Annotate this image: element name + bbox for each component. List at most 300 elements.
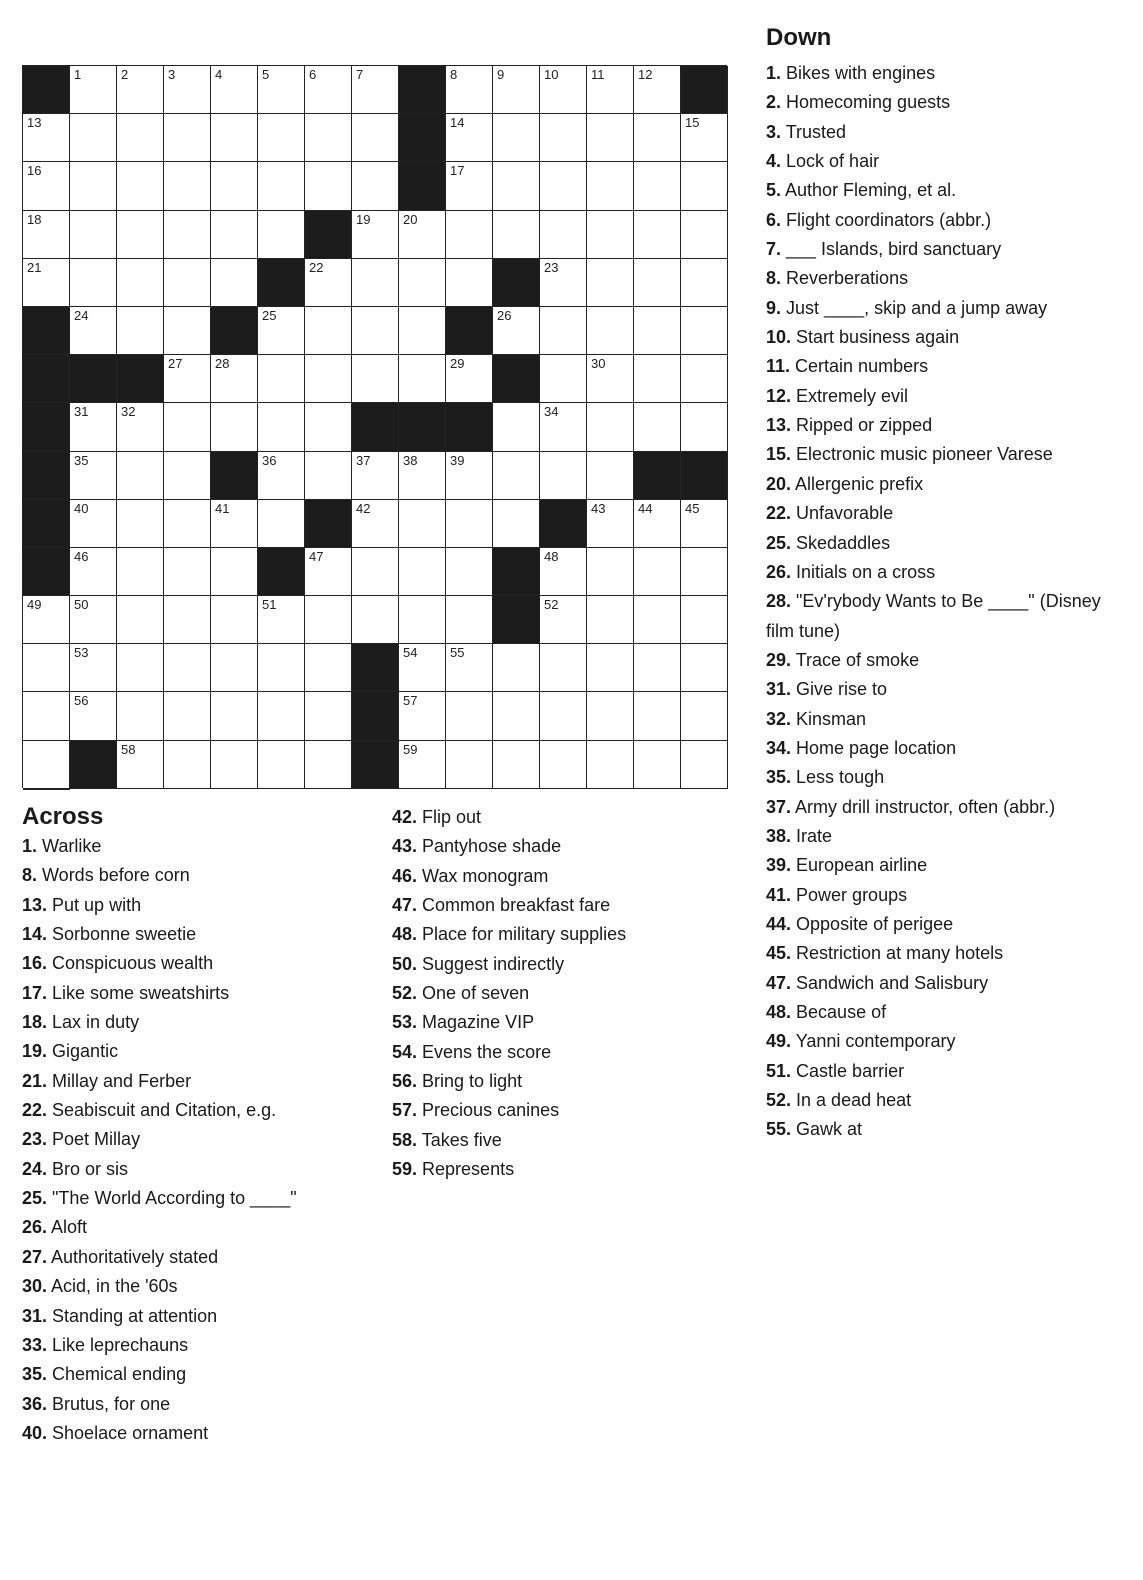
grid-cell[interactable] [211, 403, 258, 451]
clue-text: Skedaddles [791, 532, 891, 553]
grid-cell[interactable] [587, 307, 634, 355]
cell-number: 53 [74, 645, 89, 661]
grid-cell[interactable] [399, 596, 446, 644]
grid-cell[interactable] [258, 211, 305, 259]
grid-cell[interactable] [540, 548, 587, 596]
grid-cell[interactable] [634, 307, 681, 355]
clue-number: 22. [766, 503, 792, 524]
grid-cell[interactable] [164, 452, 211, 500]
grid-cell[interactable] [399, 741, 446, 789]
grid-cell[interactable] [258, 66, 305, 114]
grid-cell[interactable] [587, 596, 634, 644]
clue-number: 38. [766, 825, 792, 846]
grid-cell[interactable] [681, 114, 728, 162]
grid-cell[interactable] [352, 66, 399, 114]
cell-number: 49 [27, 597, 42, 613]
grid-cell[interactable] [493, 741, 540, 789]
grid-cell[interactable] [164, 355, 211, 403]
clue-text: Bro or sis [47, 1158, 129, 1179]
cell-number: 55 [450, 645, 465, 661]
grid-cell[interactable] [117, 452, 164, 500]
across-clue [392, 1038, 626, 1067]
grid-cell[interactable] [117, 741, 164, 789]
grid-cell[interactable] [117, 114, 164, 162]
grid-cell[interactable] [587, 259, 634, 307]
grid-cell[interactable] [211, 259, 258, 307]
clue-number: 32. [766, 708, 792, 729]
grid-cell[interactable] [446, 66, 493, 114]
grid-cell[interactable] [493, 162, 540, 210]
clue-text: Because of [791, 1002, 887, 1022]
grid-cell[interactable] [399, 259, 446, 307]
across-clue [22, 1184, 297, 1213]
grid-cell[interactable] [681, 259, 728, 307]
grid-cell[interactable] [634, 66, 681, 114]
grid-cell[interactable] [540, 114, 587, 162]
grid-cell[interactable] [587, 211, 634, 259]
grid-cell[interactable] [70, 211, 117, 259]
down-clue [766, 1057, 1126, 1086]
grid-cell[interactable] [258, 596, 305, 644]
grid-cell[interactable] [117, 66, 164, 114]
grid-cell[interactable] [634, 500, 681, 548]
grid-cell[interactable] [681, 692, 728, 740]
grid-cell[interactable] [540, 692, 587, 740]
down-clue [766, 910, 1126, 939]
across-clue [22, 1213, 297, 1242]
grid-cell[interactable] [493, 307, 540, 355]
down-clue [766, 264, 1126, 293]
grid-cell[interactable] [70, 114, 117, 162]
grid-cell[interactable] [634, 403, 681, 451]
grid-cell[interactable] [587, 500, 634, 548]
grid-cell[interactable] [258, 403, 305, 451]
grid-cell[interactable] [446, 452, 493, 500]
crossword-grid [22, 65, 727, 788]
grid-cell[interactable] [681, 211, 728, 259]
grid-cell[interactable] [70, 162, 117, 210]
grid-cell[interactable] [117, 162, 164, 210]
grid-cell[interactable] [587, 692, 634, 740]
grid-cell[interactable] [352, 548, 399, 596]
clue-text: One of seven [417, 983, 530, 1004]
across-clue [392, 920, 626, 949]
cell-number: 58 [121, 741, 136, 757]
clue-number: 22. [22, 1100, 48, 1121]
grid-cell[interactable] [681, 548, 728, 596]
grid-cell[interactable] [305, 259, 352, 307]
grid-cell[interactable] [117, 596, 164, 644]
cell-number: 21 [27, 259, 42, 275]
grid-cell[interactable] [352, 307, 399, 355]
clue-number: 23. [22, 1129, 48, 1150]
clue-text: Opposite of perigee [791, 913, 954, 934]
grid-cell[interactable] [258, 452, 305, 500]
grid-cell[interactable] [211, 548, 258, 596]
grid-cell[interactable] [305, 162, 352, 210]
grid-cell[interactable] [258, 162, 305, 210]
grid-cell[interactable] [540, 355, 587, 403]
grid-cell[interactable] [446, 211, 493, 259]
grid-cell[interactable] [587, 741, 634, 789]
cell-number: 45 [685, 500, 700, 516]
grid-cell[interactable] [446, 692, 493, 740]
grid-cell[interactable] [540, 66, 587, 114]
clue-number: 8. [22, 865, 38, 886]
across-clue [392, 979, 626, 1008]
grid-cell[interactable] [23, 162, 70, 210]
grid-cell[interactable] [23, 596, 70, 644]
across-clue [22, 1067, 297, 1096]
grid-cell[interactable] [634, 692, 681, 740]
grid-cell[interactable] [634, 162, 681, 210]
grid-cell[interactable] [211, 692, 258, 740]
grid-cell[interactable] [587, 548, 634, 596]
cell-number: 37 [356, 452, 371, 468]
grid-cell[interactable] [681, 644, 728, 692]
grid-cell[interactable] [446, 114, 493, 162]
grid-cell[interactable] [211, 741, 258, 789]
clue-number: 27. [22, 1246, 48, 1267]
clue-number: 3. [766, 121, 782, 142]
grid-cell[interactable] [399, 355, 446, 403]
cell-number: 3 [168, 67, 176, 82]
cell-number: 36 [262, 452, 277, 468]
grid-cell[interactable] [587, 452, 634, 500]
grid-cell[interactable] [117, 548, 164, 596]
clue-text: Bikes with engines [781, 63, 936, 83]
clue-text: Sandwich and Salisbury [791, 972, 989, 993]
grid-cell[interactable] [352, 596, 399, 644]
grid-cell[interactable] [211, 162, 258, 210]
cell-number: 8 [450, 67, 458, 82]
cell-number: 54 [403, 645, 418, 661]
clue-text: Lock of hair [781, 151, 880, 172]
down-clue [766, 147, 1126, 176]
grid-cell[interactable] [117, 500, 164, 548]
grid-cell[interactable] [540, 596, 587, 644]
down-clue [766, 88, 1126, 117]
grid-cell[interactable] [634, 355, 681, 403]
grid-block [211, 307, 258, 355]
grid-block [399, 403, 446, 451]
grid-cell[interactable] [164, 162, 211, 210]
grid-cell[interactable] [634, 596, 681, 644]
grid-cell[interactable] [258, 114, 305, 162]
grid-cell[interactable] [634, 644, 681, 692]
clue-number: 5. [766, 180, 782, 201]
across-clue [22, 1037, 297, 1066]
grid-cell[interactable] [211, 644, 258, 692]
grid-cell[interactable] [587, 66, 634, 114]
grid-cell[interactable] [540, 211, 587, 259]
cell-number: 23 [544, 259, 559, 275]
clue-number: 51. [766, 1060, 792, 1081]
grid-cell[interactable] [164, 114, 211, 162]
grid-cell[interactable] [305, 692, 352, 740]
grid-cell[interactable] [117, 403, 164, 451]
clue-number: 31. [22, 1305, 48, 1326]
grid-cell[interactable] [540, 403, 587, 451]
down-clue [766, 734, 1126, 763]
down-clue [766, 352, 1126, 381]
down-clue [766, 1115, 1126, 1144]
grid-block [23, 355, 70, 403]
grid-cell[interactable] [540, 162, 587, 210]
grid-cell[interactable] [493, 114, 540, 162]
grid-cell[interactable] [211, 114, 258, 162]
grid-cell[interactable] [70, 259, 117, 307]
grid-cell[interactable] [399, 307, 446, 355]
grid-cell[interactable] [587, 644, 634, 692]
cell-number: 17 [450, 163, 465, 179]
grid-cell[interactable] [164, 307, 211, 355]
grid-cell[interactable] [211, 500, 258, 548]
grid-cell[interactable] [164, 548, 211, 596]
grid-cell[interactable] [164, 66, 211, 114]
clue-text: Flip out [417, 807, 482, 827]
grid-cell[interactable] [681, 162, 728, 210]
grid-cell[interactable] [305, 403, 352, 451]
grid-cell[interactable] [305, 548, 352, 596]
across-clue [22, 1155, 297, 1184]
grid-cell[interactable] [540, 452, 587, 500]
clue-text: Yanni contemporary [791, 1031, 956, 1052]
clue-number: 8. [766, 268, 782, 289]
grid-cell[interactable] [305, 741, 352, 789]
grid-cell[interactable] [352, 355, 399, 403]
grid-cell[interactable] [540, 259, 587, 307]
clue-number: 30. [22, 1276, 48, 1297]
grid-cell[interactable] [258, 644, 305, 692]
clue-number: 17. [22, 982, 48, 1003]
grid-cell[interactable] [258, 355, 305, 403]
grid-cell[interactable] [23, 114, 70, 162]
clue-number: 58. [392, 1129, 418, 1150]
grid-cell[interactable] [540, 644, 587, 692]
clue-text: Conspicuous wealth [47, 953, 214, 974]
grid-cell[interactable] [70, 548, 117, 596]
grid-cell[interactable] [587, 355, 634, 403]
grid-cell[interactable] [305, 596, 352, 644]
grid-block [446, 403, 493, 451]
grid-cell[interactable] [681, 355, 728, 403]
grid-cell[interactable] [540, 741, 587, 789]
grid-cell[interactable] [70, 403, 117, 451]
down-clue [766, 939, 1126, 968]
grid-block [399, 162, 446, 210]
cell-number: 24 [74, 307, 89, 323]
grid-cell[interactable] [446, 259, 493, 307]
grid-cell[interactable] [399, 644, 446, 692]
grid-cell[interactable] [164, 692, 211, 740]
grid-cell[interactable] [164, 211, 211, 259]
clue-text: Extremely evil [791, 385, 909, 406]
grid-cell[interactable] [258, 307, 305, 355]
grid-block [446, 307, 493, 355]
clue-text: Like leprechauns [47, 1334, 189, 1355]
grid-cell[interactable] [211, 211, 258, 259]
grid-cell[interactable] [211, 66, 258, 114]
grid-cell[interactable] [446, 596, 493, 644]
grid-cell[interactable] [587, 403, 634, 451]
grid-cell[interactable] [493, 403, 540, 451]
grid-cell[interactable] [634, 548, 681, 596]
grid-cell[interactable] [446, 644, 493, 692]
clue-text: Give rise to [791, 679, 888, 700]
grid-cell[interactable] [446, 500, 493, 548]
grid-cell[interactable] [23, 741, 70, 789]
across-clue [22, 1096, 297, 1125]
grid-cell[interactable] [164, 741, 211, 789]
clue-number: 39. [766, 855, 792, 876]
clue-number: 46. [392, 865, 418, 886]
cell-number: 56 [74, 693, 89, 709]
down-clue [766, 822, 1126, 851]
grid-cell[interactable] [70, 692, 117, 740]
across-clue [22, 1419, 297, 1448]
grid-cell[interactable] [23, 259, 70, 307]
grid-block [352, 644, 399, 692]
grid-cell[interactable] [493, 66, 540, 114]
grid-cell[interactable] [164, 500, 211, 548]
cell-number: 22 [309, 259, 324, 275]
grid-cell[interactable] [446, 548, 493, 596]
grid-cell[interactable] [399, 452, 446, 500]
grid-cell[interactable] [117, 644, 164, 692]
cell-number: 12 [638, 67, 653, 82]
across-clue [22, 949, 297, 978]
grid-cell[interactable] [164, 596, 211, 644]
grid-cell[interactable] [681, 500, 728, 548]
grid-cell[interactable] [258, 741, 305, 789]
grid-cell[interactable] [681, 403, 728, 451]
grid-block [23, 548, 70, 596]
clue-number: 35. [22, 1364, 48, 1385]
clue-text: Electronic music pioneer Varese [791, 444, 1053, 465]
across-clue [22, 1008, 297, 1037]
grid-block [23, 789, 70, 790]
grid-cell[interactable] [305, 355, 352, 403]
grid-cell[interactable] [305, 644, 352, 692]
grid-cell[interactable] [70, 452, 117, 500]
clue-text: Brutus, for one [47, 1393, 171, 1414]
clue-number: 53. [392, 1012, 418, 1033]
grid-cell[interactable] [446, 741, 493, 789]
grid-cell[interactable] [634, 114, 681, 162]
grid-cell[interactable] [70, 66, 117, 114]
grid-cell[interactable] [493, 644, 540, 692]
grid-cell[interactable] [352, 114, 399, 162]
grid-cell[interactable] [399, 211, 446, 259]
grid-cell[interactable] [399, 500, 446, 548]
grid-cell[interactable] [352, 259, 399, 307]
clue-text: In a dead heat [791, 1090, 912, 1111]
grid-cell[interactable] [164, 259, 211, 307]
cell-number: 6 [309, 67, 317, 82]
clue-number: 47. [392, 895, 418, 916]
cell-number: 1 [74, 67, 82, 82]
grid-block [70, 355, 117, 403]
across-clue [22, 1302, 297, 1331]
grid-cell[interactable] [117, 259, 164, 307]
grid-cell[interactable] [70, 644, 117, 692]
grid-cell[interactable] [305, 307, 352, 355]
grid-cell[interactable] [634, 741, 681, 789]
grid-block [258, 259, 305, 307]
grid-cell[interactable] [70, 596, 117, 644]
grid-cell[interactable] [634, 259, 681, 307]
grid-cell[interactable] [493, 692, 540, 740]
clue-number: 52. [392, 983, 418, 1004]
grid-cell[interactable] [305, 66, 352, 114]
grid-cell[interactable] [117, 692, 164, 740]
grid-cell[interactable] [70, 500, 117, 548]
grid-cell[interactable] [164, 403, 211, 451]
grid-cell[interactable] [211, 596, 258, 644]
grid-cell[interactable] [540, 307, 587, 355]
grid-cell[interactable] [681, 741, 728, 789]
clue-text: Seabiscuit and Citation, e.g. [47, 1100, 277, 1121]
grid-cell[interactable] [117, 307, 164, 355]
grid-cell[interactable] [587, 162, 634, 210]
grid-cell[interactable] [70, 307, 117, 355]
grid-cell[interactable] [446, 162, 493, 210]
grid-cell[interactable] [352, 162, 399, 210]
grid-cell[interactable] [258, 692, 305, 740]
clue-number: 34. [766, 737, 792, 758]
grid-cell[interactable] [164, 644, 211, 692]
across-clue [392, 1155, 626, 1184]
grid-block [399, 114, 446, 162]
grid-cell[interactable] [305, 114, 352, 162]
clue-number: 40. [22, 1422, 48, 1443]
grid-cell[interactable] [399, 548, 446, 596]
grid-block [211, 452, 258, 500]
cell-number: 11 [591, 67, 605, 82]
grid-cell[interactable] [352, 452, 399, 500]
grid-cell[interactable] [23, 644, 70, 692]
grid-cell[interactable] [681, 307, 728, 355]
clue-text: Takes five [417, 1129, 502, 1150]
down-heading: Down [766, 24, 832, 51]
grid-cell[interactable] [446, 355, 493, 403]
grid-cell[interactable] [23, 211, 70, 259]
clue-number: 44. [766, 913, 792, 934]
grid-cell[interactable] [587, 114, 634, 162]
grid-cell[interactable] [681, 596, 728, 644]
grid-cell[interactable] [305, 452, 352, 500]
across-clue [22, 861, 297, 890]
grid-cell[interactable] [258, 500, 305, 548]
grid-cell[interactable] [352, 211, 399, 259]
grid-cell[interactable] [117, 211, 164, 259]
grid-cell[interactable] [399, 692, 446, 740]
grid-cell[interactable] [211, 355, 258, 403]
grid-cell[interactable] [493, 452, 540, 500]
clue-number: 48. [766, 1002, 792, 1022]
clue-number: 57. [392, 1100, 418, 1121]
cell-number: 52 [544, 597, 559, 613]
grid-cell[interactable] [352, 500, 399, 548]
clue-text: Flight coordinators (abbr.) [781, 209, 992, 230]
grid-cell[interactable] [493, 211, 540, 259]
grid-cell[interactable] [493, 500, 540, 548]
clue-text: Sorbonne sweetie [47, 924, 197, 945]
clue-text: "Ev'rybody Wants to Be ____" (Disney film tune) [766, 591, 1101, 641]
grid-cell[interactable] [23, 692, 70, 740]
grid-cell[interactable] [634, 211, 681, 259]
